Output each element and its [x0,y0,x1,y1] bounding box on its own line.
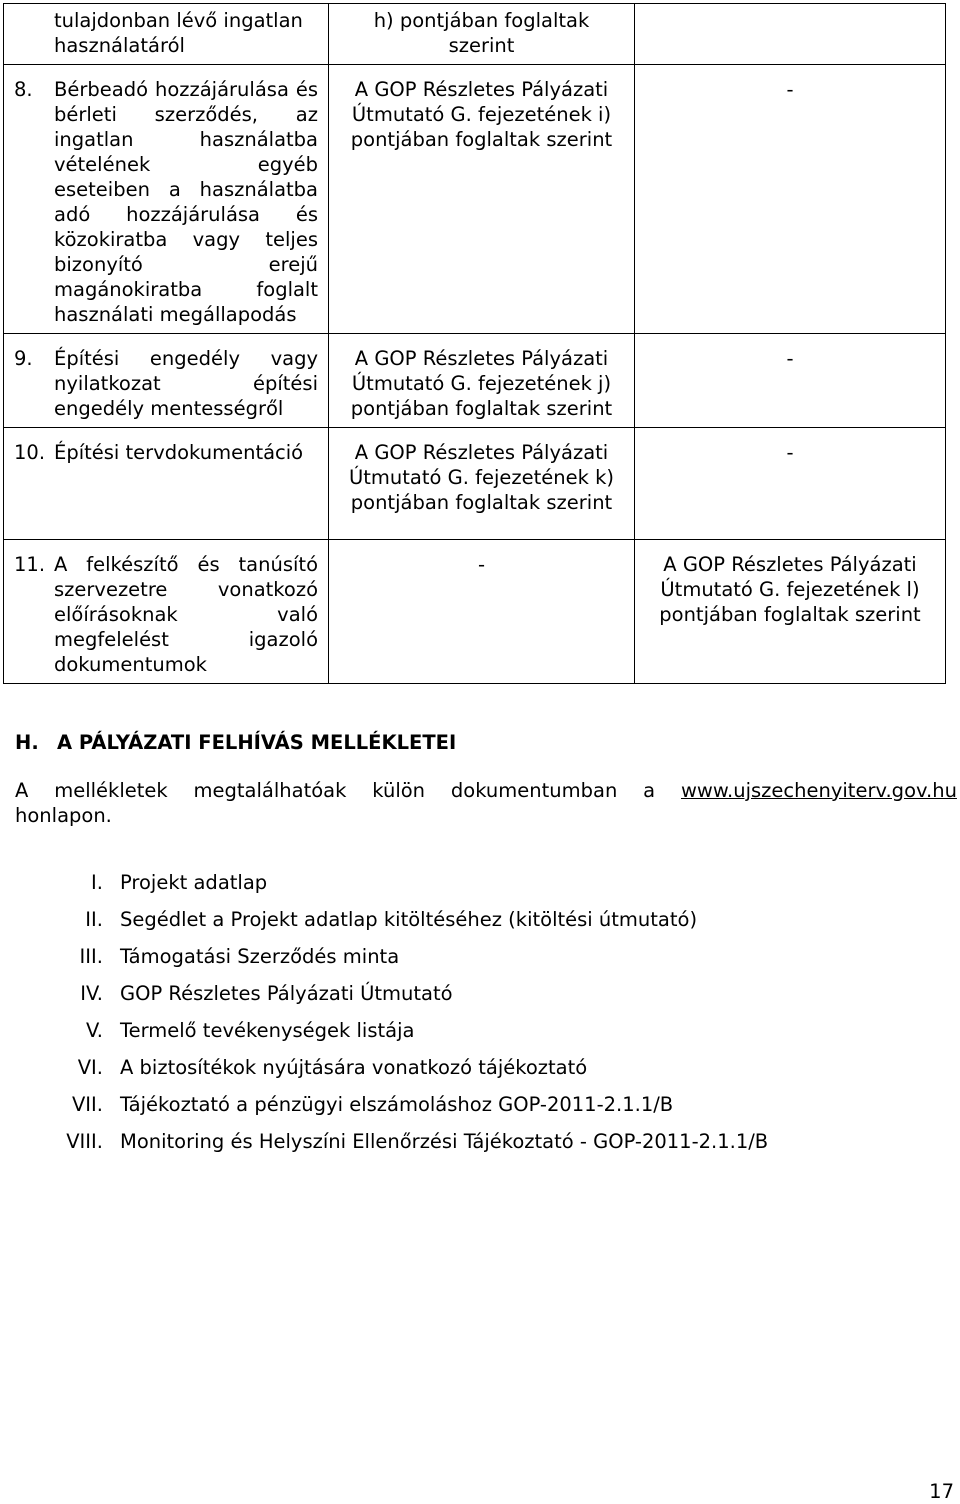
table-cell [4,4,329,65]
table-cell [4,334,329,428]
cell-text: Építési tervdokumentáció [54,441,304,464]
cell-text: - [786,441,794,464]
table-cell [635,540,946,684]
paragraph-word: dokumentumban [450,779,618,802]
table-cell [635,65,946,334]
annex-number: V. [85,1019,103,1042]
table-cell [329,540,635,684]
annex-number: VII. [71,1093,103,1116]
cell-text: Építési engedély vagy nyilatkozat építési engedély mentességről [54,347,318,420]
table-row [4,65,946,334]
paragraph-word: A [15,779,29,802]
cell-text: A GOP Részletes Pályázati Útmutató G. fejezetének i) pontjában foglaltak szerint [350,78,613,151]
cell-text: A GOP Részletes Pályázati Útmutató G. fejezetének l) pontjában foglaltak szerint [659,553,921,626]
annex-number: VI. [77,1056,103,1079]
annex-number: I. [91,871,103,894]
table-cell [635,428,946,540]
item-number: 10. [14,441,46,464]
table-row [4,4,946,65]
cell-text: - [786,78,794,101]
numbered-item [14,544,318,677]
paragraph-line [15,778,957,803]
cell-text: h) pontjában foglaltak szerint [373,9,590,57]
section-paragraph [15,778,957,828]
page-number: 17 [929,1480,954,1503]
section-heading [15,730,456,755]
table-cell [635,4,946,65]
paragraph-word: a [643,779,656,802]
cell-text: Bérbeadó hozzájárulása és bérleti szerződés, az ingatlan használatba vételének egyéb eseteiben a használatba adó hozzájárulása és közokiratba vagy teljes bizonyító erejű magánokiratba foglalt használati megállapodás [54,78,318,326]
table-row [4,540,946,684]
section-title: A PÁLYÁZATI FELHÍVÁS MELLÉKLETEI [57,731,457,754]
paragraph-word: mellékletek [54,779,168,802]
table-cell [329,334,635,428]
annex-title: Tájékoztató a pénzügyi elszámoláshoz GOP-2011-2.1.1/B [120,1093,674,1116]
paragraph-word: megtalálhatóak [193,779,347,802]
table-cell [329,65,635,334]
numbered-item [14,338,318,421]
cell-text: tulajdonban lévő ingatlan használatáról [54,9,303,57]
table-row [4,334,946,428]
paragraph-line-end: honlapon. [15,804,112,827]
annex-title: Támogatási Szerződés minta [120,945,400,968]
annex-title: A biztosítékok nyújtására vonatkozó tájékoztató [120,1056,588,1079]
table-cell [4,428,329,540]
table-cell [4,540,329,684]
annex-title: Termelő tevékenységek listája [120,1019,415,1042]
table-cell [329,4,635,65]
annex-number: III. [79,945,103,968]
annex-title: Segédlet a Projekt adatlap kitöltéséhez (kitöltési útmutató) [120,908,698,931]
paragraph-word: külön [372,779,426,802]
cell-text: A GOP Részletes Pályázati Útmutató G. fejezetének k) pontjában foglaltak szerint [348,441,615,514]
cell-text: - [786,347,794,370]
table-cell [4,65,329,334]
item-number: 11. [14,553,46,576]
annex-title: Monitoring és Helyszíni Ellenőrzési Tájékoztató - GOP-2011-2.1.1/B [120,1130,769,1153]
website-link[interactable]: www.ujszechenyiterv.gov.hu [680,779,957,802]
annex-number: IV. [80,982,103,1005]
item-number: 9. [14,347,33,370]
table-row [4,428,946,540]
cell-text: A felkészítő és tanúsító szervezetre vonatkozó előírásoknak való megfelelést igazoló dokumentumok [54,553,318,676]
annex-title: GOP Részletes Pályázati Útmutató [120,982,453,1005]
cell-text: A GOP Részletes Pályázati Útmutató G. fejezetének j) pontjában foglaltak szerint [350,347,613,420]
annex-number: II. [85,908,103,931]
item-number: 8. [14,78,33,101]
table-cell [329,428,635,540]
annex-title: Projekt adatlap [120,871,268,894]
cell-text: - [477,553,486,576]
table-cell [635,334,946,428]
requirements-table [3,3,946,684]
numbered-item [14,432,318,465]
numbered-item [14,69,318,327]
section-letter: H. [15,731,39,754]
annex-number: VIII. [66,1130,103,1153]
